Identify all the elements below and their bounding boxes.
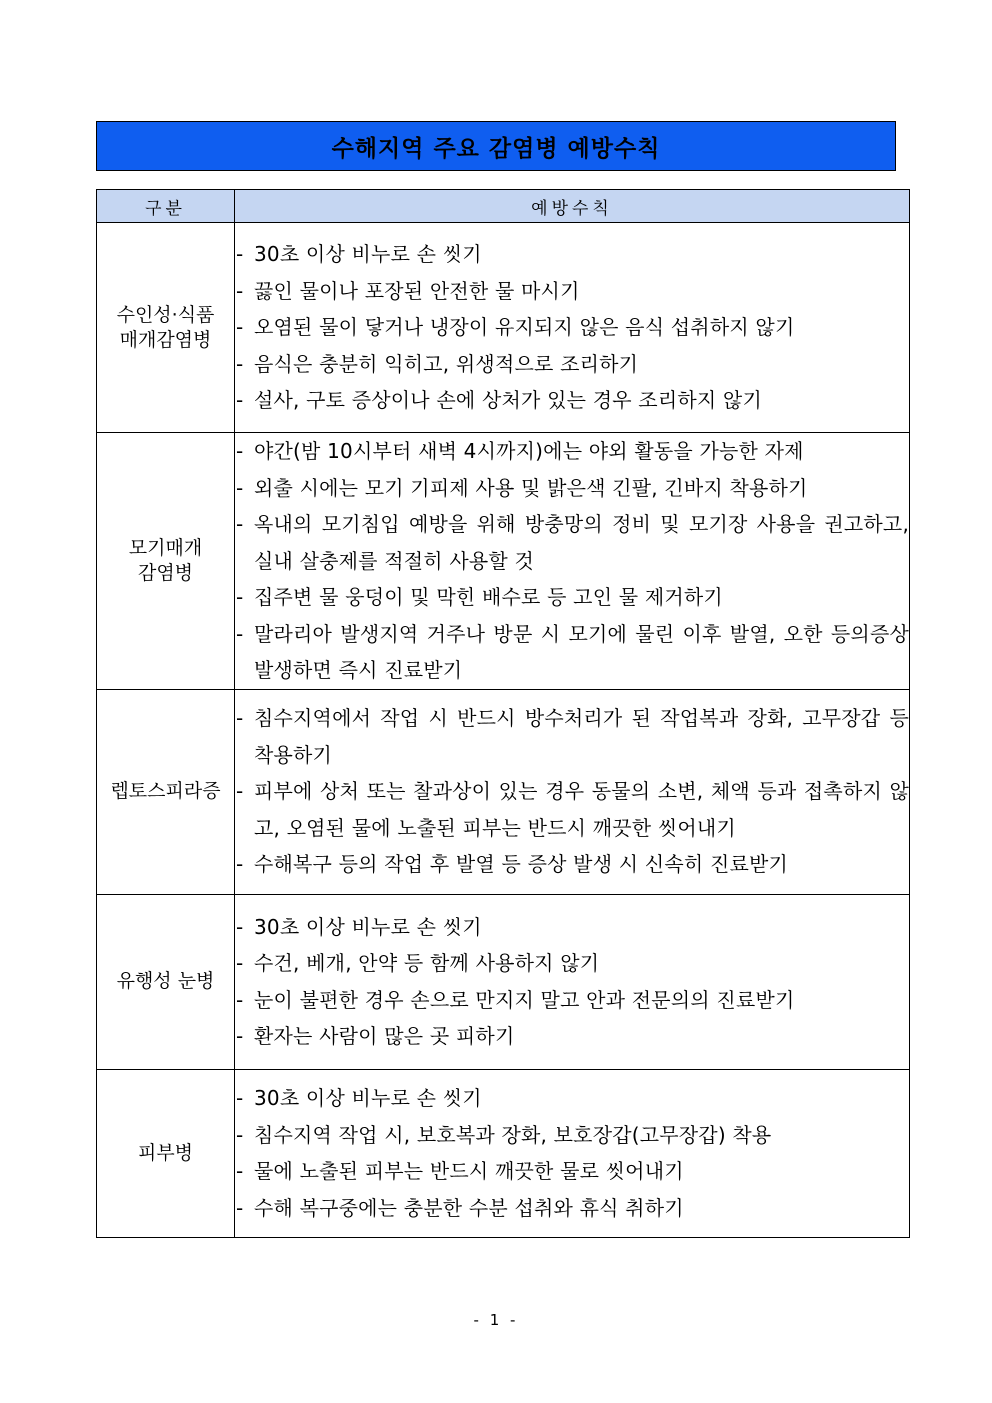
list-item: - 피부에 상처 또는 찰과상이 있는 경우 동물의 소변, 체액 등과 접촉하지 않고, 오염된 물에 노출된 피부는 반드시 깨끗한 씻어내기 (235, 773, 909, 846)
list-item: - 침수지역에서 작업 시 반드시 방수처리가 된 작업복과 장화, 고무장갑 등 착용하기 (235, 700, 909, 773)
list-item: - 물에 노출된 피부는 반드시 깨끗한 물로 씻어내기 (235, 1153, 909, 1190)
category-cell: 수인성·식품 매개감염병 (97, 223, 235, 433)
list-item: - 30초 이상 비누로 손 씻기 (235, 1080, 909, 1117)
table-row (97, 433, 910, 690)
category-cell: 렙토스피라증 (97, 689, 235, 894)
table-header-row (97, 190, 910, 223)
rules-cell (235, 1069, 910, 1237)
list-item: - 외출 시에는 모기 기피제 사용 및 밝은색 긴팔, 긴바지 착용하기 (235, 470, 909, 507)
list-item: - 수해복구 등의 작업 후 발열 등 증상 발생 시 신속히 진료받기 (235, 846, 909, 883)
category-cell: 모기매개 감염병 (97, 433, 235, 690)
rules-cell (235, 894, 910, 1069)
list-item: - 끓인 물이나 포장된 안전한 물 마시기 (235, 273, 909, 310)
list-item: - 수해 복구중에는 충분한 수분 섭취와 휴식 취하기 (235, 1190, 909, 1227)
list-item: - 옥내의 모기침입 예방을 위해 방충망의 정비 및 모기장 사용을 권고하고, 실내 살충제를 적절히 사용할 것 (235, 506, 909, 579)
header-category: 구분 (97, 190, 235, 223)
list-item: - 눈이 불편한 경우 손으로 만지지 말고 안과 전문의의 진료받기 (235, 982, 909, 1019)
list-item: - 음식은 충분히 익히고, 위생적으로 조리하기 (235, 346, 909, 383)
list-item: - 30초 이상 비누로 손 씻기 (235, 236, 909, 273)
category-cell: 유행성 눈병 (97, 894, 235, 1069)
table-row (97, 223, 910, 433)
table-row (97, 894, 910, 1069)
list-item: - 30초 이상 비누로 손 씻기 (235, 909, 909, 946)
category-cell: 피부병 (97, 1069, 235, 1237)
header-rules: 예방수칙 (235, 190, 910, 223)
prevention-table (96, 189, 910, 1238)
table-row (97, 689, 910, 894)
list-item: - 집주변 물 웅덩이 및 막힌 배수로 등 고인 물 제거하기 (235, 579, 909, 616)
rules-cell (235, 223, 910, 433)
list-item: - 말라리아 발생지역 거주나 방문 시 모기에 물린 이후 발열, 오한 등의증상 발생하면 즉시 진료받기 (235, 616, 909, 689)
page-title: 수해지역 주요 감염병 예방수칙 (96, 121, 896, 171)
list-item: - 환자는 사람이 많은 곳 피하기 (235, 1018, 909, 1055)
list-item: - 침수지역 작업 시, 보호복과 장화, 보호장갑(고무장갑) 착용 (235, 1117, 909, 1154)
table-row (97, 1069, 910, 1237)
page-number: - 1 - (473, 1311, 519, 1329)
rules-cell (235, 689, 910, 894)
list-item: - 야간(밤 10시부터 새벽 4시까지)에는 야외 활동을 가능한 자제 (235, 433, 909, 470)
rules-cell (235, 433, 910, 690)
list-item: - 오염된 물이 닿거나 냉장이 유지되지 않은 음식 섭취하지 않기 (235, 309, 909, 346)
list-item: - 설사, 구토 증상이나 손에 상처가 있는 경우 조리하지 않기 (235, 382, 909, 419)
list-item: - 수건, 베개, 안약 등 함께 사용하지 않기 (235, 945, 909, 982)
